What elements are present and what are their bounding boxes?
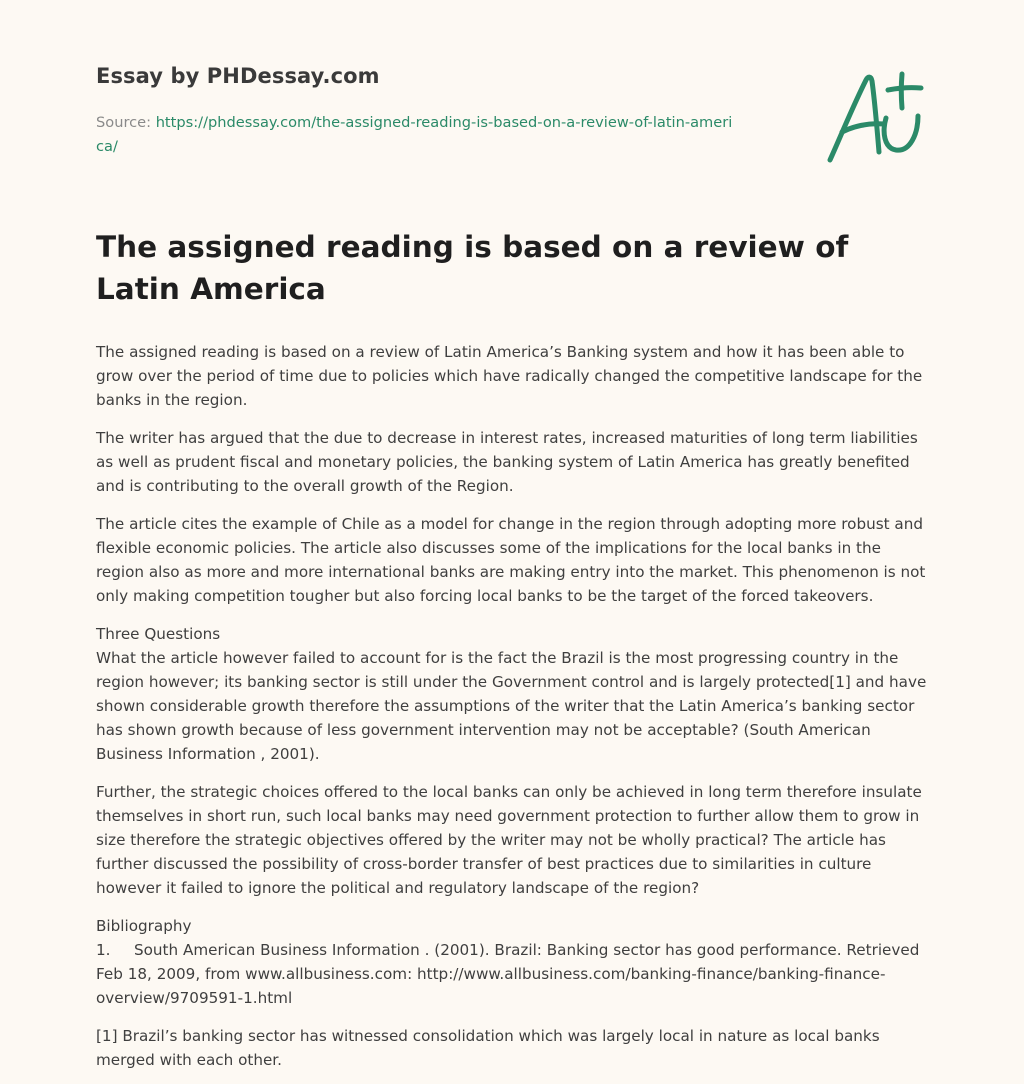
bibliography-text: South American Business Information . (2001). Brazil: Banking sector has good performance. Retrieved Feb 18, 2009, from www.allbusiness.com: http://www.allbusiness.com/banking-finance/banking-finance-overview/9709591-1.html [96, 941, 920, 1007]
site-brand: Essay by PHDessay.com [96, 64, 380, 88]
bibliography-section [96, 914, 928, 1010]
source-label: Source: [96, 114, 156, 131]
page-header [96, 0, 928, 196]
paragraph-further: Further, the strategic choices offered to the local banks can only be achieved in long term therefore insulate themselves in short run, such local banks may need government protection to further allow them to grow in size therefore the strategic objectives offered by the writer may not be wholly practical? The article has further discussed the possibility of cross-border transfer of best practices due to similarities in culture however it failed to ignore the political and regulatory landscape of the region? [96, 783, 922, 897]
source-line [96, 111, 736, 159]
questions-heading: Three Questions [96, 625, 221, 643]
bibliography-heading: Bibliography [96, 917, 192, 935]
paragraph-3: The article cites the example of Chile as a model for change in the region through adopting more robust and flexible economic policies. The article also discusses some of the implications for the local banks in the region also as more and more international banks are making entry into the market. This phenomenon is not only making competition tougher but also forcing local banks to be the target of the forced takeovers. [96, 515, 926, 605]
bibliography-number: 1. [96, 941, 111, 959]
paragraph-1: The assigned reading is based on a review of Latin America’s Banking system and how it has been able to grow over the period of time due to policies which have radically changed the competitive landscape for the banks in the region. [96, 343, 923, 409]
a-plus-logo-icon [822, 68, 932, 168]
essay-body [96, 340, 928, 1072]
questions-paragraph: What the article however failed to account for is the fact the Brazil is the most progressing country in the region however; its banking sector is still under the Government control and is largely protected[1] and have shown considerable growth therefore the assumptions of the writer that the Latin America’s banking sector has shown growth because of less government intervention may not be acceptable? (South American Business Information , 2001). [96, 649, 927, 763]
questions-section [96, 622, 928, 766]
paragraph-2: The writer has argued that the due to decrease in interest rates, increased maturities of long term liabilities as well as prudent fiscal and monetary policies, the banking system of Latin America has greatly benefited and is contributing to the overall growth of the Region. [96, 429, 918, 495]
bibliography-item [96, 938, 928, 1010]
source-link[interactable]: https://phdessay.com/the-assigned-reading-is-based-on-a-review-of-latin-america/ [96, 114, 733, 155]
essay-title: The assigned reading is based on a review of Latin America [96, 230, 849, 306]
footnote: [1] Brazil’s banking sector has witnessed consolidation which was largely local in nature as local banks merged with each other. [96, 1027, 880, 1069]
